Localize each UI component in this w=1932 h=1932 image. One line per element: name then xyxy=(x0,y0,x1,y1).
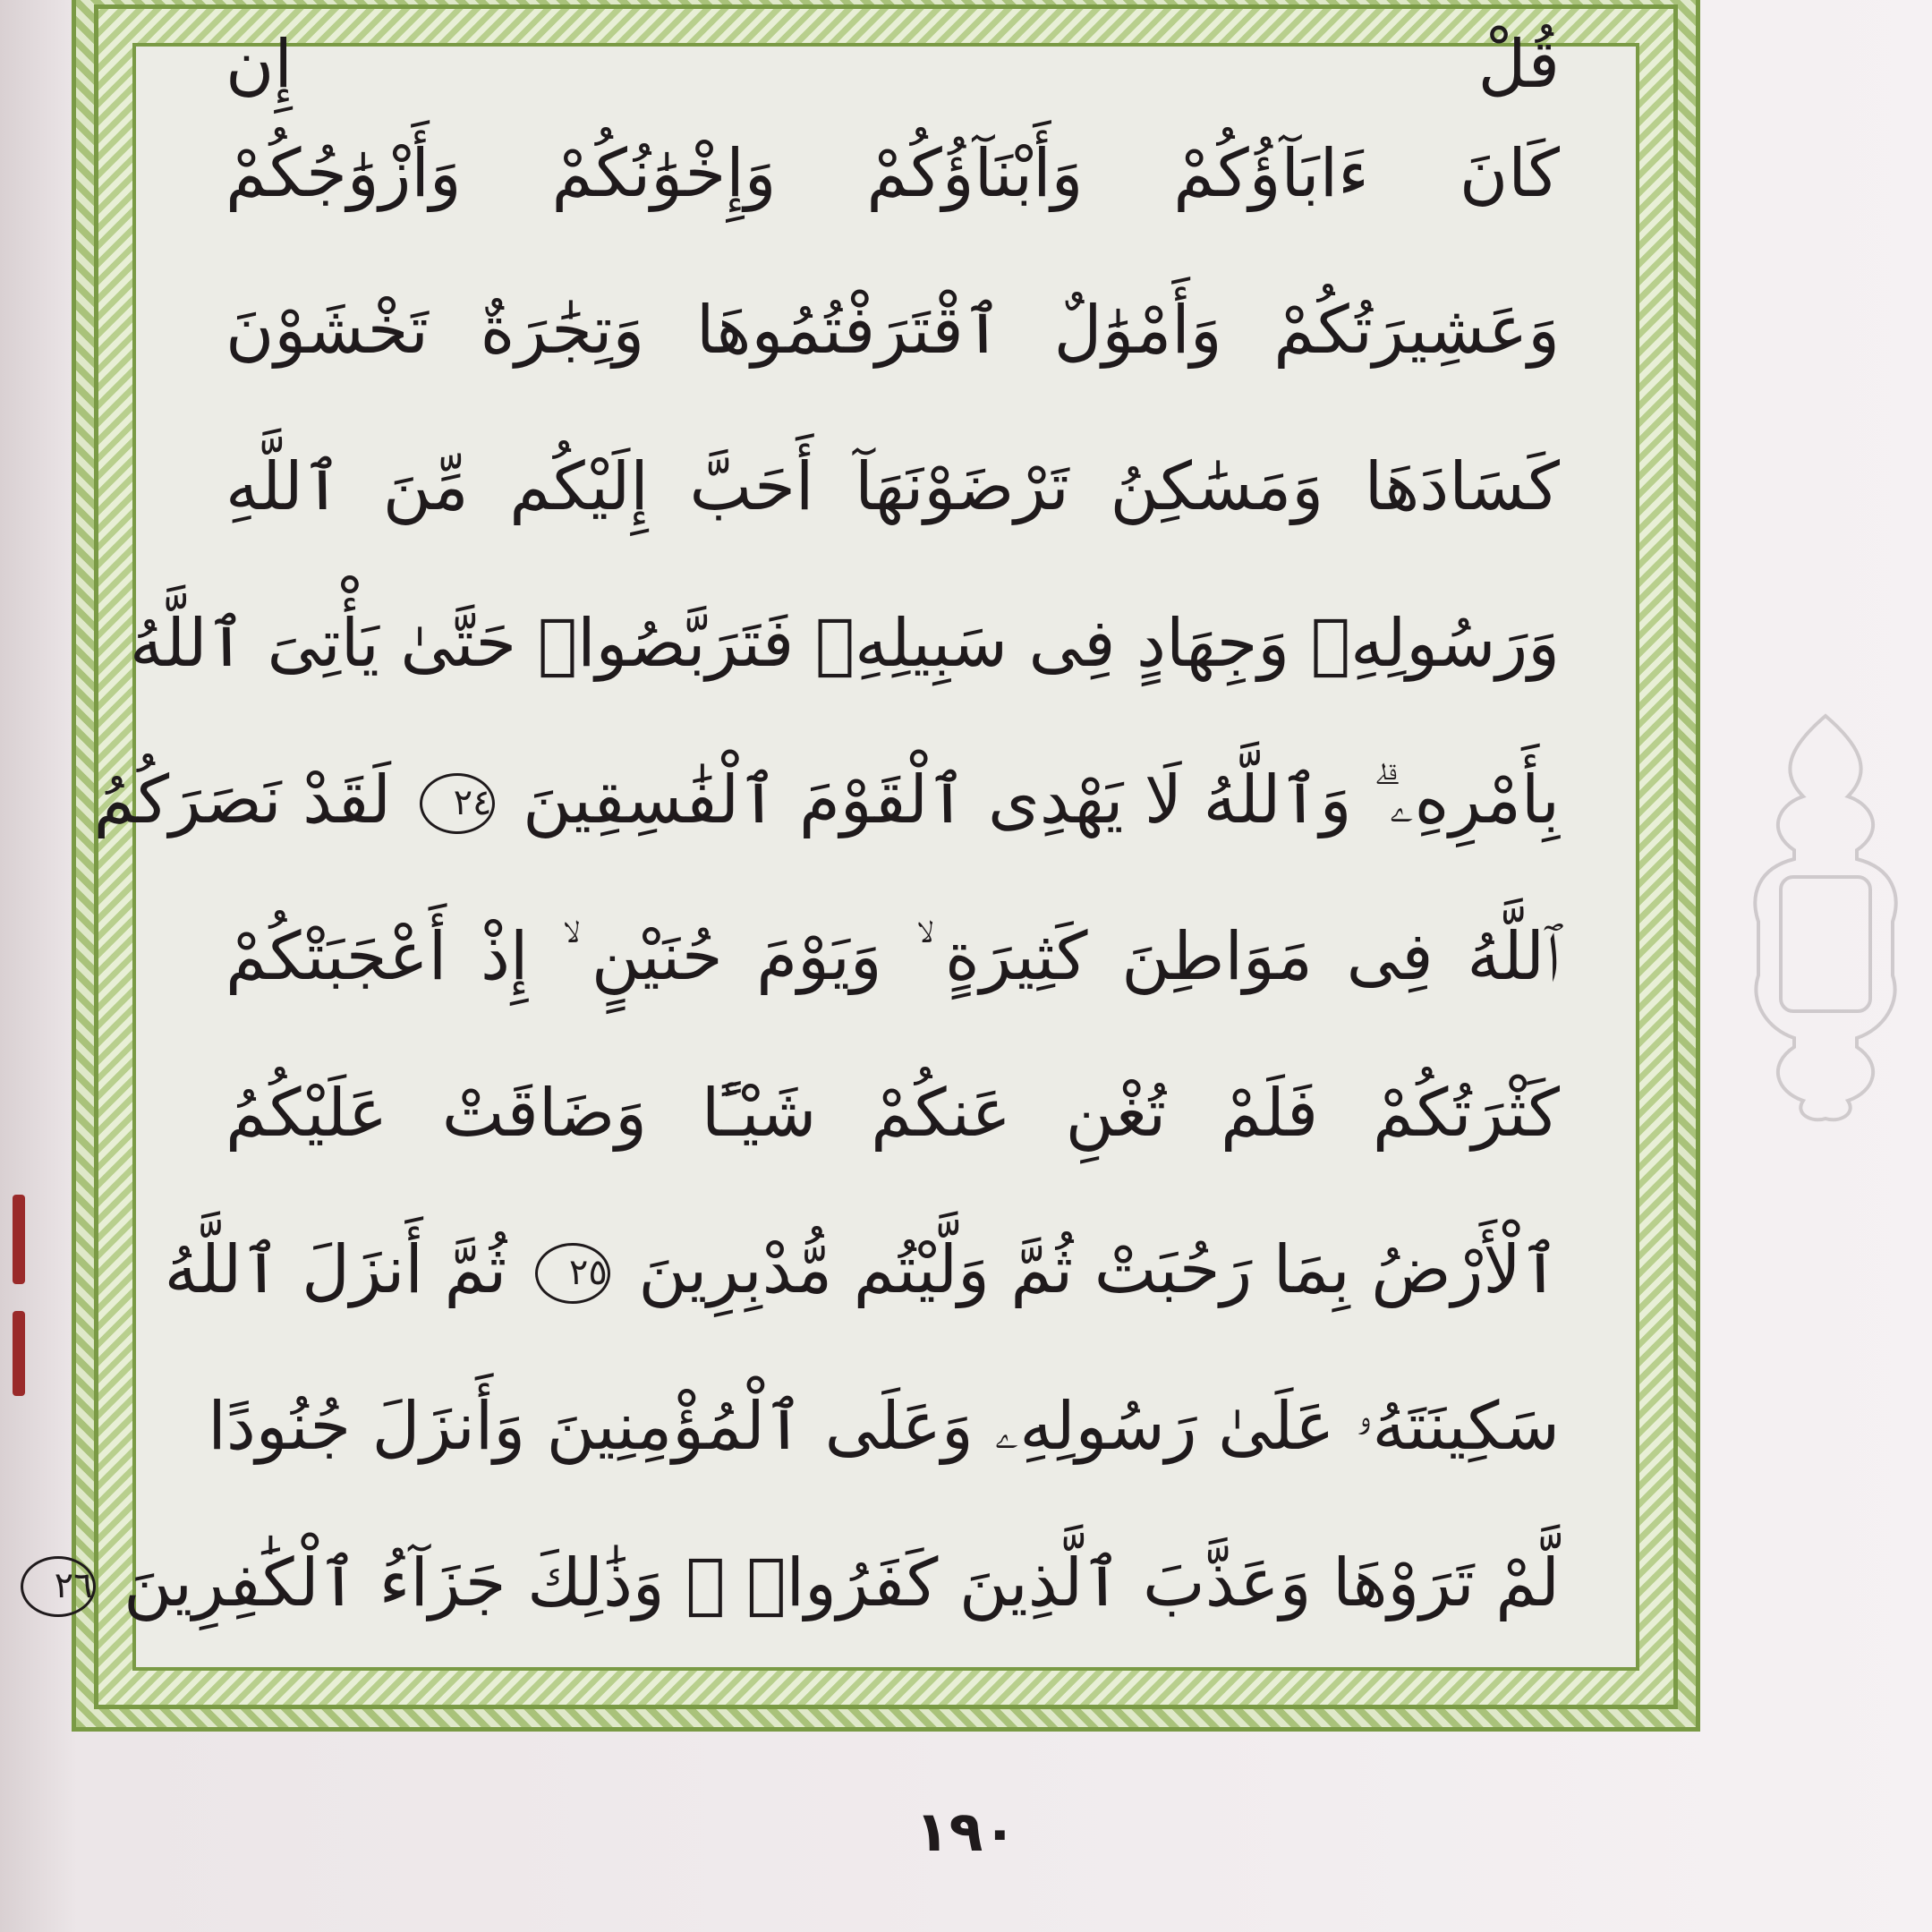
verse-text: كَثْرَتُكُمْ فَلَمْ تُغْنِ عَنكُمْ شَيْـًٔا وَضَاقَتْ عَلَيْكُمُ xyxy=(226,1075,1560,1152)
verse-line xyxy=(129,566,1560,722)
margin-ornament-icon xyxy=(1741,707,1911,1128)
frame-border-ornament xyxy=(54,4,1678,1709)
verse-text: قُلْ إِن xyxy=(226,26,1560,103)
page-edge-mark xyxy=(13,1195,25,1284)
page-number: ١٩٠ xyxy=(915,1799,1017,1864)
verse-line xyxy=(226,252,1560,409)
verse-line xyxy=(226,1035,1560,1192)
ayah-number-marker: ٢٥ xyxy=(535,1243,610,1304)
verse-line xyxy=(208,1349,1560,1505)
verse-text: ثُمَّ أَنزَلَ ٱللَّهُ xyxy=(164,1231,507,1308)
verse-line xyxy=(226,409,1560,566)
verse-text: وَرَسُولِهِۦ وَجِهَادٍ فِى سَبِيلِهِۦ فَتَرَبَّصُوا۟ حَتَّىٰ يَأْتِىَ ٱللَّهُ xyxy=(129,605,1560,682)
verse-line xyxy=(226,26,1560,103)
verse-block xyxy=(54,26,1560,1729)
mushaf-page-frame xyxy=(54,0,1700,1732)
verse-line xyxy=(164,1192,1560,1349)
verse-text: لَقَدْ نَصَرَكُمُ xyxy=(93,762,391,838)
verse-line xyxy=(93,722,1560,879)
verse-text: ٱلْأَرْضُ بِمَا رَحُبَتْ ثُمَّ وَلَّيْتُم مُّدْبِرِينَ xyxy=(638,1231,1560,1308)
verse-text: كَسَادَهَا وَمَسَٰكِنُ تَرْضَوْنَهَآ أَحَبَّ إِلَيْكُم مِّنَ ٱللَّهِ xyxy=(226,448,1560,525)
verse-text: سَكِينَتَهُۥ عَلَىٰ رَسُولِهِۦ وَعَلَى ٱلْمُؤْمِنِينَ وَأَنزَلَ جُنُودًا xyxy=(208,1388,1560,1465)
verse-text: بِأَمْرِهِۦ ۗ وَٱللَّهُ لَا يَهْدِى ٱلْقَوْمَ ٱلْفَٰسِقِينَ xyxy=(523,762,1560,838)
ayah-number-marker: ٢٤ xyxy=(420,773,495,834)
verse-line xyxy=(54,1505,1560,1662)
verse-text: ٱللَّهُ فِى مَوَاطِنَ كَثِيرَةٍ ۙ وَيَوْمَ حُنَيْنٍ ۙ إِذْ أَعْجَبَتْكُمْ xyxy=(226,918,1560,995)
page-edge-mark xyxy=(13,1311,25,1396)
verse-line xyxy=(226,879,1560,1035)
text-area xyxy=(54,26,1639,1671)
verse-text: لَّمْ تَرَوْهَا وَعَذَّبَ ٱلَّذِينَ كَفَرُوا۟ ۚ وَذَٰلِكَ جَزَآءُ ٱلْكَٰفِرِينَ xyxy=(123,1545,1560,1621)
verse-line xyxy=(226,96,1560,252)
verse-text: وَعَشِيرَتُكُمْ وَأَمْوَٰلٌ ٱقْتَرَفْتُمُوهَا وَتِجَٰرَةٌ تَخْشَوْنَ xyxy=(226,292,1560,369)
ayah-number-marker: ٢٦ xyxy=(21,1556,96,1617)
verse-text: كَانَ ءَابَآؤُكُمْ وَأَبْنَآؤُكُمْ وَإِخْوَٰنُكُمْ وَأَزْوَٰجُكُمْ xyxy=(226,135,1560,212)
